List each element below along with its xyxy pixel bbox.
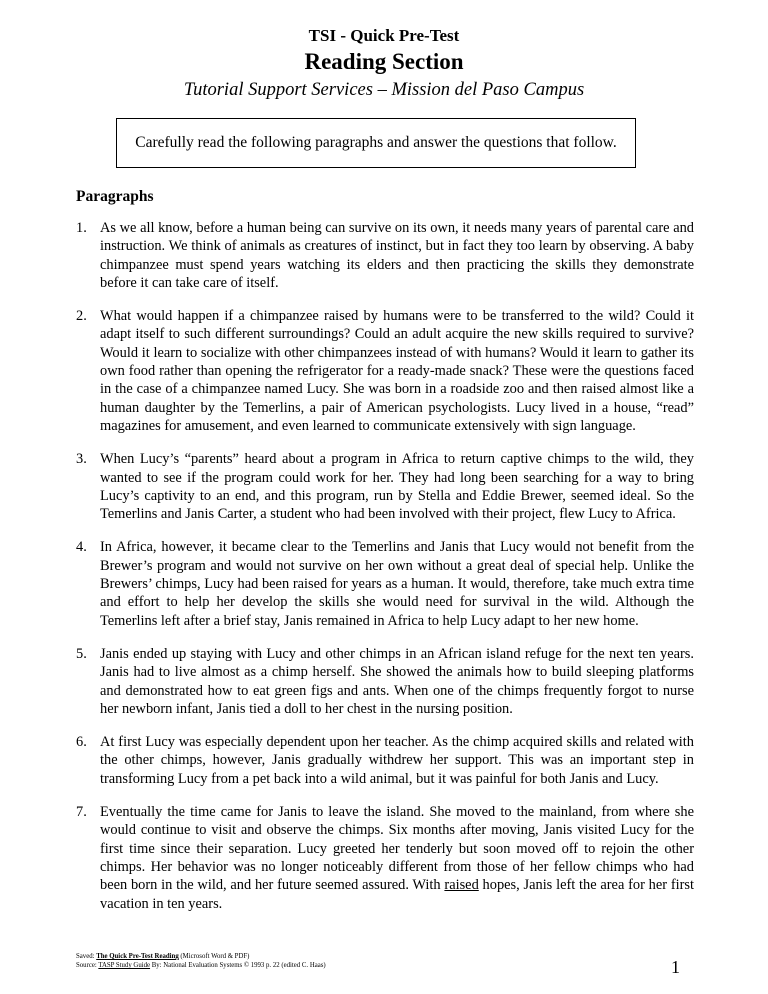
paragraphs-heading: Paragraphs [76, 188, 154, 205]
footer-source-line [76, 961, 326, 970]
footer-source-link: TASP Study Guide [98, 962, 151, 969]
footer-saved-title: The Quick Pre-Test Reading [96, 953, 179, 960]
paragraph-number: 7. [76, 804, 87, 821]
paragraph-number: 3. [76, 451, 87, 468]
page-number: 1 [671, 957, 680, 977]
instruction-text: Carefully read the following paragraphs and answer the questions that follow. [135, 134, 617, 151]
paragraph-1 [76, 219, 694, 292]
paragraph-6 [76, 733, 694, 788]
paragraph-5 [76, 645, 694, 718]
paragraph-text: What would happen if a chimpanzee raised by humans were to be transferred to the wild? Could it adapt itself to such different surroundings? Could an adult acquire the new skills required to survive? Would it learn to socialize with other chimpanzees instead of with humans? Would it learn to gather its own food rather than opening the refrigerator for a ready-made snack? These were the questions faced in the case of a chimpanzee named Lucy. She was born in a roadside zoo and then raised almost like a human daughter by the Temerlins, a pair of American psychologists. Lucy lived in a house, “read” magazines for amusement, and even learned to communicate extensively with sign language. [100, 308, 694, 434]
paragraph-2 [76, 307, 694, 435]
paragraph-text: As we all know, before a human being can survive on its own, it needs many years of parental care and instruction. We think of animals as creatures of instinct, but in fact they too learn by observing. A baby chimpanzee must spend years watching its elders and then practicing the skills they demonstrate before it can take care of itself. [100, 220, 694, 291]
footer-saved-label: Saved: [76, 953, 95, 960]
paragraph-list [76, 219, 694, 928]
paragraph-4 [76, 538, 694, 629]
paragraph-text: At first Lucy was especially dependent upon her teacher. As the chimp acquired skills and related with the other chimps, however, Janis gradually withdrew her support. This was an important step in transforming Lucy from a pet back into a wild animal, but it was painful for both Janis and Lucy. [100, 734, 694, 787]
test-title: TSI - Quick Pre-Test [308, 26, 460, 45]
paragraph-number: 4. [76, 539, 87, 556]
paragraph-text: In Africa, however, it became clear to the Temerlins and Janis that Lucy would not benefit from the Brewer’s program and would not survive on her own without a great deal of special help. Unlike the Brewers’ chimps, Lucy had been raised for years as a human. It would, therefore, take much extra time and effort to help her develop the skills she would need for survival in the wild. Although the Temerlins left after a brief stay, Janis remained in Africa to help Lucy adapt to her new home. [100, 539, 694, 629]
paragraph-text: Eventually the time came for Janis to leave the island. She moved to the mainland, from where she would continue to visit and observe the chimps. Six months after moving, Janis visited Lucy for the first time since their separation. Lucy greeted her tenderly but soon moved off to rejoin the other chimps. Her behavior was no longer noticeably different from those of her fellow chimps who had been born in the wild, and her future seemed assured. With [100, 804, 694, 894]
instruction-box [116, 118, 636, 168]
paragraph-number: 2. [76, 308, 87, 325]
paragraph-text: Janis ended up staying with Lucy and other chimps in an African island refuge for the next ten years. Janis had to live almost as a chimp herself. She showed the animals how to build sleeping platforms and demonstrated how to eat green figs and ants. When one of the chimps frequently forgot to nurse her newborn infant, Janis tied a doll to her chest in the nursing position. [100, 645, 694, 717]
paragraph-text: When Lucy’s “parents” heard about a program in Africa to return captive chimps to the wild, they wanted to see if the program could work for her. They had long been searching for a way to bring Lucy’s captivity to an end, and this program, run by Stella and Eddie Brewer, seemed ideal. So the Temerlins and Janis Carter, a student who had been involved with their project, flew Lucy to Africa. [100, 451, 694, 523]
paragraph-number: 5. [76, 645, 87, 662]
footer-source-rest: By: National Evaluation Systems © 1993 p. 22 (edited C. Haas) [151, 962, 326, 969]
paragraph-7 [76, 803, 694, 913]
paragraph-text-end: hopes, Janis left the area for her first vacation in ten years. [100, 877, 694, 912]
underlined-word: raised [444, 877, 479, 894]
campus-subtitle: Tutorial Support Services – Mission del Paso Campus [183, 80, 585, 100]
footer-source-label: Source: [76, 962, 97, 969]
footer-saved-format: (Microsoft Word & PDF) [180, 953, 250, 960]
page-footer [76, 952, 326, 970]
section-heading: Reading Section [304, 49, 464, 74]
footer-saved-line [76, 952, 326, 961]
paragraph-number: 6. [76, 734, 87, 751]
paragraph-3 [76, 450, 694, 523]
paragraph-number: 1. [76, 220, 87, 236]
